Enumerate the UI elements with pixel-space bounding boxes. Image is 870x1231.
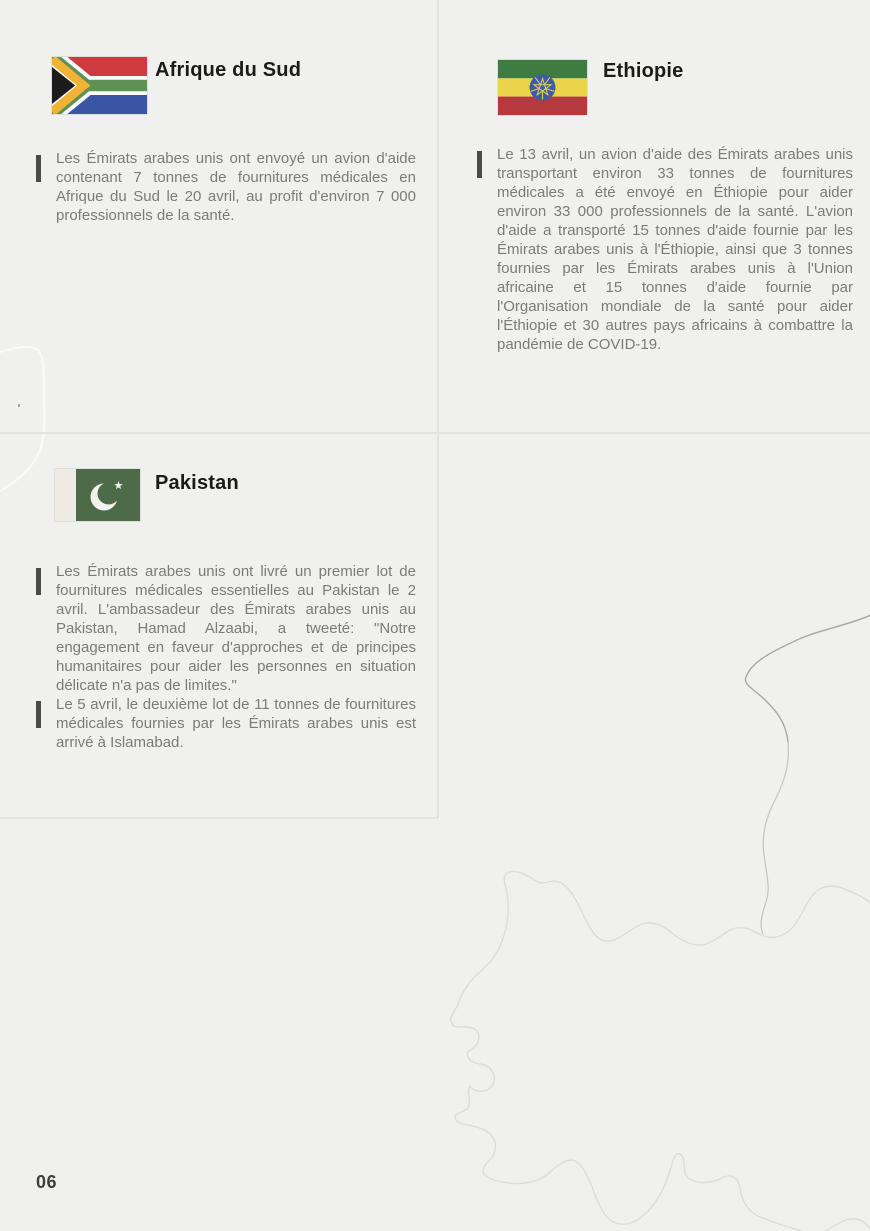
grid-divider-horizontal-2 — [0, 817, 439, 819]
grid-divider-vertical — [437, 0, 439, 818]
quote-bar — [36, 155, 41, 182]
section-title-ethiopie: Ethiopie — [603, 60, 684, 82]
paragraph — [497, 145, 853, 354]
quote-bar — [477, 151, 482, 178]
flag-ethiopia-icon — [498, 60, 587, 115]
map-outline-country — [451, 872, 870, 1231]
flag-south-africa-icon — [52, 57, 147, 114]
quote-bar — [36, 568, 41, 595]
paragraph-text: Le 5 avril, le deuxième lot de 11 tonnes de fournitures médicales fournies par les Émirats arabes unis est arrivé à Islamabad. — [56, 696, 416, 751]
paragraph — [56, 695, 416, 752]
page-number: 06 — [36, 1172, 58, 1192]
map-dot — [18, 404, 20, 407]
paragraph-text: Le 13 avril, un avion d'aide des Émirats arabes unis transportant environ 33 tonnes de fournitures médicales a été envoyé en Éthiopie pour aider environ 33 000 professionnels de la santé. L'avion d'aide a transporté 15 tonnes d'aide fournie par les Émirats arabes unis à l'Éthiopie, ainsi que 3 tonnes fournies par les Émirats arabes unis à l'Union africaine et 15 tonnes d'aide fournie par l'Organisation mondiale de la santé pour aider l'Éthiopie et 30 autres pays africains à combattre la pandémie de COVID-19. — [497, 146, 853, 353]
section-body-afrique-du-sud — [56, 149, 416, 225]
section-title-afrique-du-sud: Afrique du Sud — [155, 59, 302, 81]
quote-bar — [36, 701, 41, 728]
map-outline-coast — [826, 1219, 870, 1231]
section-body-pakistan — [56, 562, 416, 752]
map-border-dark-fade — [761, 742, 788, 934]
flag-pakistan-icon — [55, 469, 140, 521]
map-border-dark — [745, 615, 870, 742]
map-outline-left — [0, 347, 44, 492]
paragraph-text: Les Émirats arabes unis ont envoyé un avion d'aide contenant 7 tonnes de fournitures médicales en Afrique du Sud le 20 avril, au profit d'environ 7 000 professionnels de la santé. — [56, 150, 416, 224]
section-title-pakistan: Pakistan — [155, 472, 239, 494]
paragraph-text: Les Émirats arabes unis ont livré un premier lot de fournitures médicales essentielles au Pakistan le 2 avril. L'ambassadeur des Émirats arabes unis au Pakistan, Hamad Alzaabi, a tweeté: "Notre engagement en faveur d'approches et de principes humanitaires pour aider les personnes en situation délicate n'a pas de limites." — [56, 563, 416, 694]
grid-divider-horizontal-1 — [0, 432, 870, 434]
paragraph — [56, 149, 416, 225]
section-body-ethiopie — [497, 145, 853, 354]
paragraph — [56, 562, 416, 695]
